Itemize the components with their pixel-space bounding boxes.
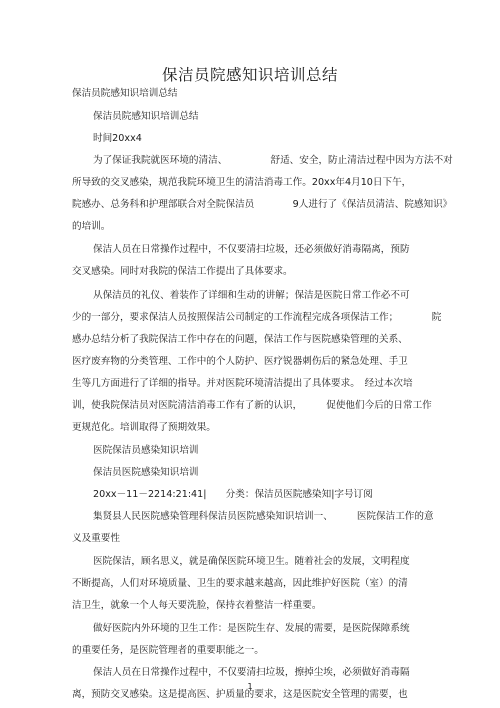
body-line: 少的一部分，要求保洁人员按照保洁公司制定的工作流程完成各项保洁工作； 院 <box>72 312 442 323</box>
body-line: 不断提高，人们对环境质量、卫生的要求越来越高，因此维护好医院（室）的清 <box>72 578 408 589</box>
body-line: 离，预防交叉感染。这是提高医、护质量的要求，这是医院安全管理的需要，也 <box>72 689 408 700</box>
page-number: 1 <box>247 682 253 691</box>
body-line: 集贤县人民医院感染管理科保洁员医院感染知识培训一、 医院保洁工作的意 <box>93 511 434 522</box>
body-line: 保洁员院感知识培训总结 <box>93 111 199 122</box>
body-line: 院感办、总务科和护理部联合对全院保洁员 9人进行了《保洁员清洁、院感知识》 <box>72 199 453 210</box>
body-line: 保洁员医院感染知识培训 <box>93 467 199 478</box>
body-line: 时间20xx4 <box>93 133 142 144</box>
body-line: 医院保洁员感染知识培训 <box>93 445 199 456</box>
body-line: 更规范化。培训取得了预期效果。 <box>72 422 216 433</box>
body-line: 感办总结分析了我院保洁工作中存在的问题，保洁工作与医院感染管理的关系、 <box>72 334 408 345</box>
body-line: 保洁员院感知识培训总结 <box>72 88 178 99</box>
body-line: 义及重要性 <box>72 533 120 544</box>
body-line: 的重要任务，是医院管理者的重要职能之一。 <box>72 645 264 656</box>
body-line: 生等几方面进行了详细的指导。并对医院环境清洁提出了具体要求。 经过本次培 <box>72 378 413 389</box>
body-line: 所导致的交叉感染，规范我院环境卫生的清洁消毒工作。20xx年4月10日下午， <box>72 177 412 188</box>
body-line: 做好医院内外环境的卫生工作：是医院生存、发展的需要，是医院保障系统 <box>93 623 410 634</box>
body-line: 交叉感染。同时对我院的保洁工作提出了具体要求。 <box>72 266 293 277</box>
document-title: 保洁员院感知识培训总结 <box>161 66 338 84</box>
body-line: 医疗废弃物的分类管理、工作中的个人防护、医疗锐器刺伤后的紧急处理、手卫 <box>72 356 408 367</box>
body-line: 20xx－11－2214:21:41| 分类：保洁员医院感染知|字号订阅 <box>93 489 373 500</box>
body-line: 的培训。 <box>72 221 111 232</box>
body-line: 洁卫生，就象一个人每天要洗脸，保持衣着整洁一样重要。 <box>72 600 322 611</box>
body-line: 保洁人员在日常操作过程中，不仅要清扫垃圾，还必须做好消毒隔离，预防 <box>93 244 410 255</box>
body-line: 训，使我院保洁员对医院清洁消毒工作有了新的认识， 促使他们今后的日常工作 <box>72 400 432 411</box>
body-line: 医院保洁，顾名思义，就是确保医院环境卫生。随着社会的发展，文明程度 <box>93 556 410 567</box>
body-line: 为了保证我院就医环境的清洁、 舒适、安全，防止清洁过程中因为方法不对 <box>93 155 453 166</box>
body-line: 从保洁员的礼仪、着装作了详细和生动的讲解；保洁是医院日常工作必不可 <box>93 290 410 301</box>
body-line: 保洁人员在日常操作过程中，不仅要清扫垃圾，擦掉尘埃，必须做好消毒隔 <box>93 667 410 678</box>
